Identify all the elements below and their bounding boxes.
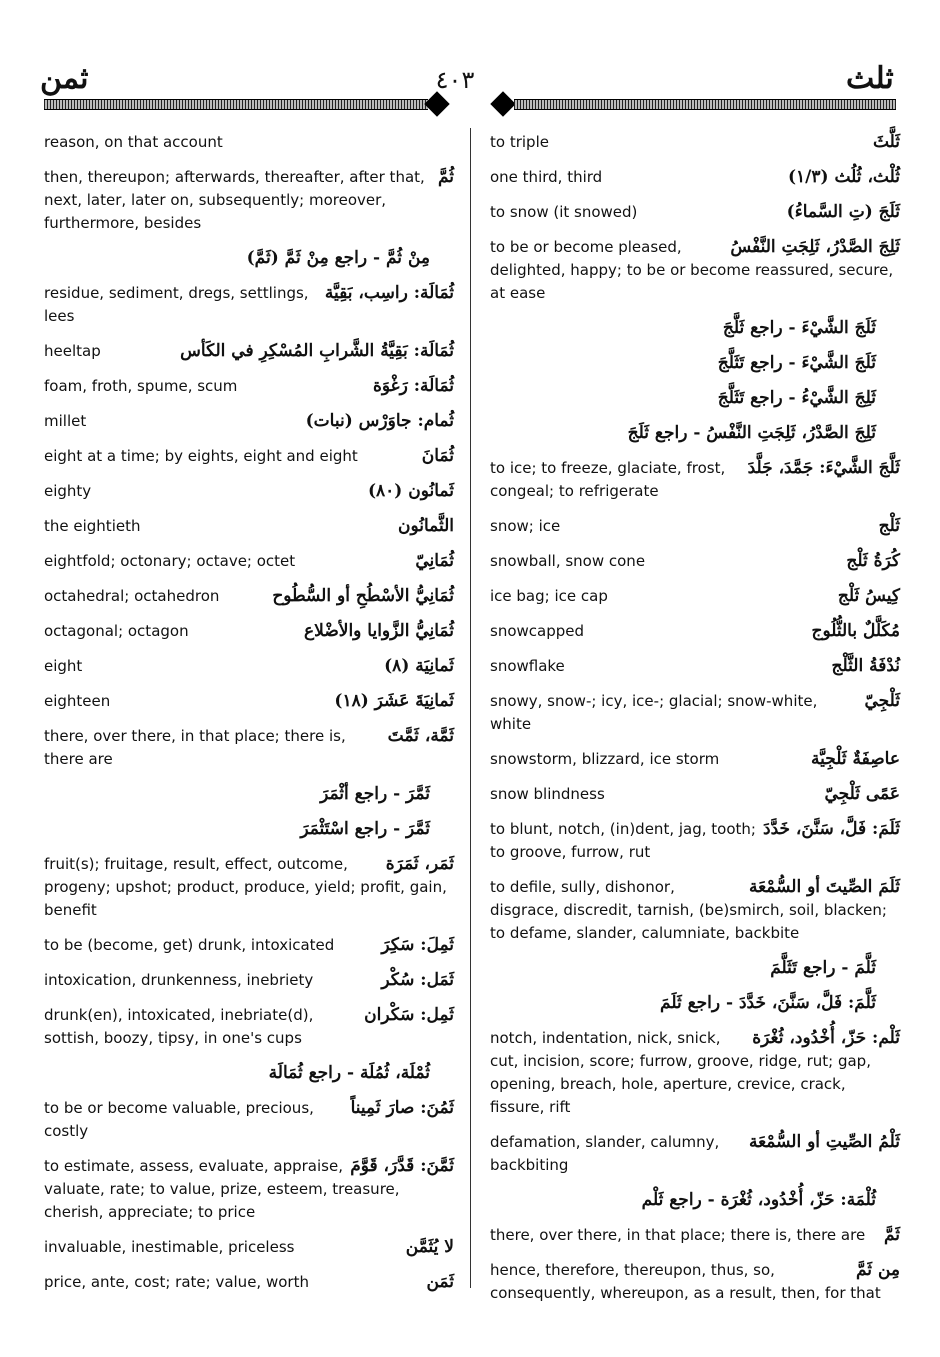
right-column [490,131,900,1317]
dictionary-cross-reference [44,1062,454,1085]
dictionary-entry [44,1097,454,1143]
english-definition: one third, third [490,168,603,186]
english-definition: to ice; to freeze, glaciate, frost, congeal; to refrigerate [490,459,726,500]
english-definition: to be or become valuable, precious, costly [44,1099,314,1140]
arabic-headword: ثَلَجَ الشَّيْءَ - راجع ثَلَّجَ [722,318,876,338]
dictionary-cross-reference [44,783,454,806]
english-definition: foam, froth, spume, scum [44,377,238,395]
page-number: ٤٠٣ [435,66,475,94]
english-definition: drunk(en), intoxicated, inebriate(d), sottish, boozy, tipsy, in one's cups [44,1006,314,1047]
dictionary-entry [44,1004,454,1050]
arabic-headword: ثَمَر، ثَمَرَة [385,854,454,874]
dictionary-cross-reference [44,818,454,841]
arabic-headword: الثَّمانُون [397,516,454,536]
dictionary-entry [44,620,454,643]
arabic-headword: ثَلِجَ الصَّدْرُ، ثَلِجَتِ النَّفْسُ [730,237,900,257]
arabic-headword: ثَلْم: حَزّ، أُخْدُود، ثُغْرَة [752,1028,900,1048]
dictionary-cross-reference [490,992,900,1015]
arabic-headword: ثُمَانَ [421,446,454,466]
header-rule-right [514,99,896,110]
english-definition: snowcapped [490,622,584,640]
dictionary-entry [490,655,900,678]
arabic-headword: ثَلَّمَ - راجع تَثَلَّمَ [770,958,876,978]
dictionary-entry [44,1236,454,1259]
english-definition: eighteen [44,692,111,710]
arabic-headword: مِنْ ثُمَّ - راجع مِنْ ثَمَّ (ثَمَّ) [246,248,430,268]
dictionary-cross-reference [490,957,900,980]
arabic-headword: ثُمَالَة: بَقِيَّةُ الشَّرابِ المُسْكِرِ في الكَأس [180,341,454,361]
dictionary-entry [490,818,900,864]
dictionary-entry [44,445,454,468]
arabic-headword: ثَمَن [426,1272,454,1292]
english-definition: defamation, slander, calumny, backbiting [490,1133,720,1174]
arabic-headword: ثُمَانِيُّ الزَّوايا والأضْلاع [304,621,454,641]
dictionary-cross-reference [490,422,900,445]
english-definition: octagonal; octagon [44,622,189,640]
arabic-headword: عَمًى ثَلْجِيّ [824,784,900,804]
arabic-headword: ثَلَجَ الشَّيْءَ - راجع تَثَلَّجَ [717,353,876,373]
dictionary-cross-reference [44,247,454,270]
english-definition: intoxication, drunkenness, inebriety [44,971,314,989]
arabic-headword: ثُمَالَة: راسِب، بَقِيَّة [324,283,454,303]
dictionary-cross-reference [490,352,900,375]
arabic-headword: ثُمام: جاوَرْس (نبات) [305,411,454,431]
english-definition: notch, indentation, nick, snick, cut, incision, score; furrow, groove, ridge, rut; gap, opening, breach, hole, aperture, crevice, crack, fissure, rift [490,1029,871,1116]
english-definition: to defile, sully, dishonor, disgrace, discredit, tarnish, (be)smirch, soil, blacken; to defame, slander, calumniate, backbite [490,878,887,942]
english-definition: heeltap [44,342,101,360]
left-running-headword: ثمن [40,61,89,96]
page-header [0,0,940,130]
dictionary-entry [44,853,454,922]
arabic-headword: ثَلَّجَ الشَّيْءَ: جَمَّدَ، جَلَّدَ [747,458,900,478]
english-definition: eight at a time; by eights, eight and eight [44,447,358,465]
english-definition: to be or become pleased, delighted, happy; to be or become reassured, secure, at ease [490,238,894,302]
arabic-headword: ثَمَّرَ - راجع أثْمَرَ [320,784,430,804]
arabic-headword: ثُمَانِيّ [415,551,454,571]
dictionary-entry [490,236,900,305]
english-definition: reason, on that account [44,133,223,151]
dictionary-entry [44,1155,454,1224]
arabic-headword: ثُمْلَة، ثُمُلَة - راجع ثُمَالَة [268,1063,430,1083]
arabic-headword: ثُمَالَة: رَغْوَة [372,376,454,396]
english-definition: octahedral; octahedron [44,587,220,605]
dictionary-entry [490,550,900,573]
arabic-headword: ثَلَمَ الصِّيتَ أو السُّمْعَة [748,877,900,897]
dictionary-entry [44,585,454,608]
english-definition: snow blindness [490,785,605,803]
arabic-headword: كُرَةُ ثَلْج [846,551,900,571]
dictionary-entry [490,201,900,224]
dictionary-entry [490,620,900,643]
dictionary-entry [490,457,900,503]
dictionary-entry [490,1224,900,1247]
dictionary-entry [44,282,454,328]
dictionary-cross-reference [490,317,900,340]
dictionary-entry [44,690,454,713]
arabic-headword: ثَمَل: سُكْر [381,970,454,990]
column-divider [470,128,471,1288]
arabic-headword: ثَلَّثَ [872,132,900,152]
header-rule-left [44,99,428,110]
arabic-headword: ثَمَّة، ثَمَّتَ [387,726,454,746]
dictionary-cross-reference [490,387,900,410]
diamond-ornament-right [490,91,515,116]
english-definition: snow; ice [490,517,561,535]
english-definition: eight [44,657,83,675]
arabic-headword: ثَمِلَ: سَكِرَ [381,935,454,955]
english-definition: the eightieth [44,517,141,535]
arabic-headword: ثَلِجَ الشَّيْءُ - راجع تَثَلَّجَ [717,388,876,408]
arabic-headword: ثُلْث، ثُلُث (١/٣) [787,167,900,187]
arabic-headword: ثَمَّنَ: قَدَّرَ، قَوَّمَ [350,1156,454,1176]
english-definition: snowflake [490,657,565,675]
dictionary-entry [490,131,900,154]
english-definition: snowy, snow-; icy, ice-; glacial; snow-white, white [490,692,818,733]
dictionary-entry [490,690,900,736]
arabic-headword: ثُلْمَة: حَزّ، أُخْدُود، ثُغْرَة - راجع ثَلْم [641,1190,876,1210]
arabic-headword: لا يُثَمَّن [405,1237,454,1257]
dictionary-entry [44,340,454,363]
dictionary-entry [44,655,454,678]
dictionary-entry [44,550,454,573]
dictionary-entry [490,876,900,945]
english-definition: invaluable, inestimable, priceless [44,1238,295,1256]
dictionary-cross-reference [490,1189,900,1212]
english-definition: to triple [490,133,549,151]
english-definition: snowball, snow cone [490,552,646,570]
dictionary-entry [490,1027,900,1119]
left-column [44,131,454,1306]
dictionary-entry [44,375,454,398]
arabic-headword: ثَمانُون (٨٠) [367,481,454,501]
dictionary-entry [44,480,454,503]
arabic-headword: مِن ثَمَّ [855,1260,900,1280]
arabic-headword: ثُمَانِيُّ الأسْطُحِ أو السُّطُوح [272,586,454,606]
arabic-headword: ثَلْج [878,516,900,536]
dictionary-entry [44,969,454,992]
dictionary-entry [490,166,900,189]
arabic-headword: ثَلَجَ (تِ السَّماءُ) [786,202,900,222]
arabic-headword: ثَمَّرَ - راجع اسْتَثْمَرَ [300,819,430,839]
english-definition: snowstorm, blizzard, ice storm [490,750,720,768]
arabic-headword: عاصِفَةٌ ثَلْجِيَّة [811,749,900,769]
dictionary-entry [44,934,454,957]
arabic-headword: ثَمَّ [883,1225,900,1245]
dictionary-entry [44,410,454,433]
dictionary-entry [490,515,900,538]
dictionary-entry [44,515,454,538]
arabic-headword: كِيسُ ثَلْج [837,586,900,606]
english-definition: to estimate, assess, evaluate, appraise, valuate, rate; to value, prize, esteem, treasure, cherish, appreciate; to price [44,1157,400,1221]
arabic-headword: ثُمَّ [437,167,454,187]
arabic-headword: ثَمِل: سَكْران [364,1005,454,1025]
dictionary-entry [490,783,900,806]
english-definition: there, over there, in that place; there is, there are [490,1226,866,1244]
arabic-headword: ثَلَمَ: فَلَّ، سَنَّنَ، خَدَّدَ [763,819,900,839]
english-definition: eightfold; octonary; octave; octet [44,552,296,570]
english-definition: to be (become, get) drunk, intoxicated [44,936,335,954]
dictionary-entry [490,585,900,608]
arabic-headword: ثَلِجَ الصَّدْرُ، ثَلِجَتِ النَّفْسُ - راجع ثَلَجَ [627,423,876,443]
dictionary-entry [490,1131,900,1177]
english-definition: there, over there, in that place; there is, there are [44,727,346,768]
arabic-headword: ثَمانِيَةَ عَشَرَ (١٨) [334,691,454,711]
arabic-headword: ثَلْمُ الصِّيتِ أو السُّمْعَة [748,1132,900,1152]
dictionary-entry [44,1271,454,1294]
arabic-headword: مُكَلَّلٌ بالثُّلُوج [811,621,900,641]
arabic-headword: نُدْفَةُ الثَّلْج [831,656,900,676]
dictionary-entry [490,1259,900,1305]
dictionary-entry [44,131,454,154]
arabic-headword: ثَلْجِيّ [864,691,900,711]
english-definition: to blunt, notch, (in)dent, jag, tooth; to groove, furrow, rut [490,820,756,861]
arabic-headword: ثَلَّمَ: فَلَّ، سَنَّنَ، خَدَّدَ - راجع ثَلَمَ [660,993,876,1013]
dictionary-entry [490,748,900,771]
english-definition: millet [44,412,87,430]
english-definition: ice bag; ice cap [490,587,608,605]
english-definition: residue, sediment, dregs, settlings, lees [44,284,309,325]
arabic-headword: ثَمانِيَة (٨) [384,656,454,676]
dictionary-entry [44,725,454,771]
english-definition: then, thereupon; afterwards, thereafter, after that, next, later, later on, subsequently; moreover, furthermore, besides [44,168,425,232]
arabic-headword: ثَمُنَ: صارَ ثَمِيناً [350,1098,454,1118]
english-definition: hence, therefore, thereupon, thus, so, consequently, whereupon, as a result, then, for that [490,1261,881,1302]
english-definition: fruit(s); fruitage, result, effect, outcome, progeny; upshot; product, produce, yield; profit, gain, benefit [44,855,447,919]
english-definition: eighty [44,482,92,500]
english-definition: price, ante, cost; rate; value, worth [44,1273,309,1291]
dictionary-entry [44,166,454,235]
english-definition: to snow (it snowed) [490,203,638,221]
right-running-headword: ثلث [846,61,894,96]
diamond-ornament-left [424,91,449,116]
